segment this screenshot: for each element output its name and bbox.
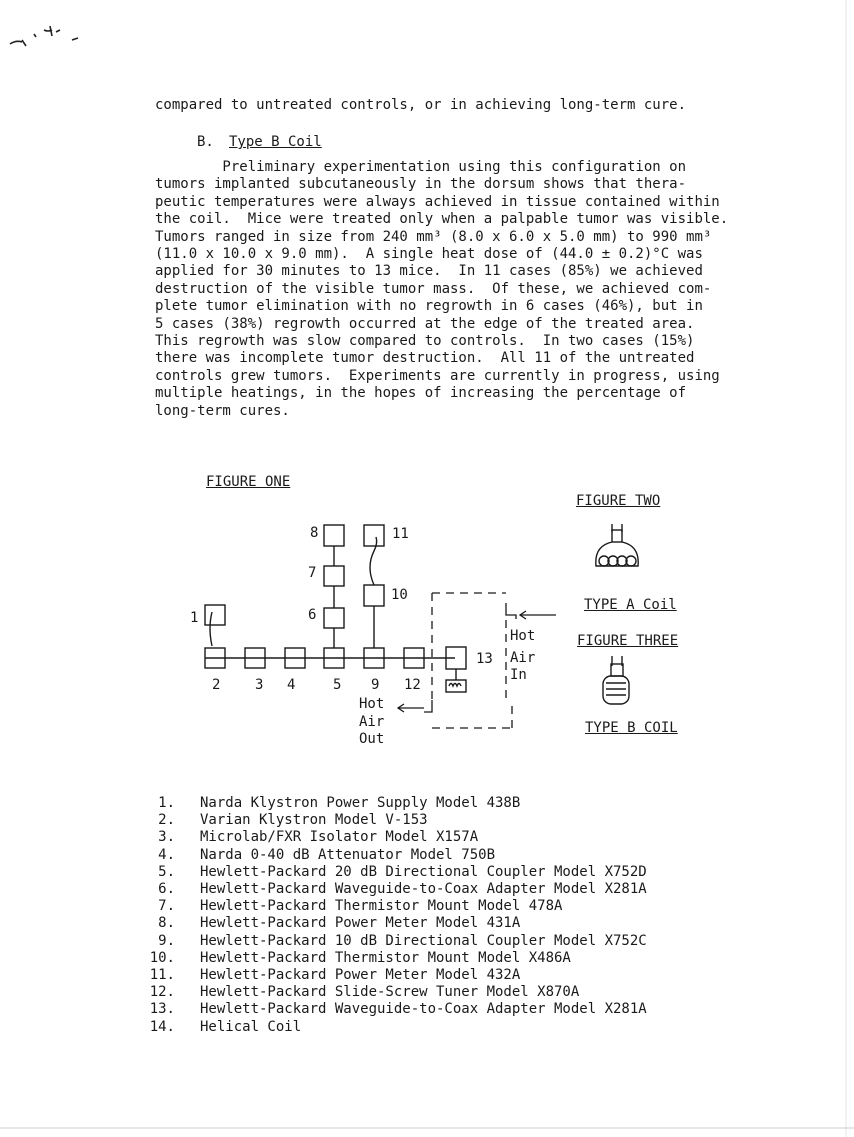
section-letter: B. xyxy=(197,134,214,150)
list-item xyxy=(145,915,520,932)
label-2: 2 xyxy=(212,677,221,693)
label-12: 12 xyxy=(404,677,421,693)
paragraph-line: Preliminary experimentation using this configuration on xyxy=(155,159,687,175)
component-1-box xyxy=(205,605,225,625)
list-number: 7. xyxy=(158,898,175,915)
list-item xyxy=(145,812,428,829)
list-text: Hewlett-Packard Power Meter Model 432A xyxy=(200,967,521,983)
paragraph-line: This regrowth was slow compared to controls. In two cases (15%) xyxy=(155,333,695,349)
list-number: 6. xyxy=(158,881,175,897)
figure-one-title: FIGURE ONE xyxy=(206,474,291,490)
list-text: Hewlett-Packard Thermistor Mount Model X486A xyxy=(200,949,571,966)
list-item xyxy=(145,795,520,812)
paragraph-line: plete tumor elimination with no regrowth in 6 cases (46%), but in xyxy=(155,298,703,315)
list-text: Varian Klystron Model V-153 xyxy=(200,812,428,829)
list-number: 13. xyxy=(149,1001,175,1018)
label-13: 13 xyxy=(476,651,493,667)
list-item xyxy=(145,967,520,984)
list-item xyxy=(145,984,579,1001)
paragraph-line: controls grew tumors. Experiments are currently in progress, using xyxy=(155,367,720,384)
label-3: 3 xyxy=(255,677,264,693)
list-number: 3. xyxy=(158,829,175,846)
list-number: 12. xyxy=(149,984,175,1001)
figure-three-caption: TYPE B COIL xyxy=(585,720,678,736)
list-text: Narda 0-40 dB Attenuator Model 750B xyxy=(200,846,496,863)
label-1: 1 xyxy=(190,610,199,626)
paragraph-line: applied for 30 minutes to 13 mice. In 11 cases (85%) we achieved xyxy=(155,263,703,280)
figure-two-caption: TYPE A Coil xyxy=(584,597,677,613)
list-item xyxy=(145,898,562,915)
list-item xyxy=(145,847,495,864)
component-11-box xyxy=(364,525,384,546)
label-10: 10 xyxy=(391,587,408,603)
list-text: Hewlett-Packard Slide-Screw Tuner Model X870A xyxy=(200,984,580,1001)
first-line: compared to untreated controls, or in achieving long-term cure. xyxy=(155,97,687,113)
component-7-box xyxy=(324,566,344,586)
label-6: 6 xyxy=(308,607,317,623)
list-text: Hewlett-Packard 20 dB Directional Coupler Model X752D xyxy=(200,863,647,880)
list-number: 5. xyxy=(158,863,175,880)
list-item xyxy=(145,881,647,898)
component-10-box xyxy=(364,585,384,606)
component-6-box xyxy=(324,608,344,628)
hot-air-out-label-2: Air xyxy=(359,714,385,730)
hot-air-out-label-3: Out xyxy=(359,731,385,747)
paragraph-line: peutic temperatures were always achieved in tissue contained within xyxy=(155,193,720,210)
list-number: 11. xyxy=(149,967,175,983)
type-b-coil-drawing xyxy=(603,656,629,704)
list-number: 9. xyxy=(158,932,175,949)
hot-air-out-label-1: Hot xyxy=(359,696,385,712)
label-8: 8 xyxy=(310,525,319,541)
label-4: 4 xyxy=(287,677,296,693)
figure-three-title: FIGURE THREE xyxy=(577,633,679,649)
hot-air-in-label-3: In xyxy=(510,667,527,683)
label-11: 11 xyxy=(392,526,409,542)
paragraph-line: destruction of the visible tumor mass. Of these, we achieved com- xyxy=(155,280,712,297)
list-text: Hewlett-Packard Waveguide-to-Coax Adapter Model X281A xyxy=(200,881,647,897)
list-number: 8. xyxy=(158,915,175,932)
list-number: 14. xyxy=(149,1018,175,1035)
label-9: 9 xyxy=(371,677,380,693)
paragraph-line: 5 cases (38%) regrowth occurred at the edge of the treated area. xyxy=(155,315,695,332)
paragraph-line: Tumors ranged in size from 240 mm³ (8.0 x 6.0 x 5.0 mm) to 990 mm³ xyxy=(155,228,712,245)
list-item xyxy=(145,1019,301,1036)
list-text: Helical Coil xyxy=(200,1018,302,1035)
list-number: 1. xyxy=(158,795,175,811)
paragraph-line: multiple heatings, in the hopes of increasing the percentage of xyxy=(155,385,687,402)
list-text: Hewlett-Packard Waveguide-to-Coax Adapter Model X281A xyxy=(200,1001,647,1018)
list-text: Microlab/FXR Isolator Model X157A xyxy=(200,829,479,846)
list-item xyxy=(145,864,647,881)
list-number: 4. xyxy=(158,846,175,863)
list-item xyxy=(145,950,571,967)
list-text: Hewlett-Packard Thermistor Mount Model 478A xyxy=(200,898,563,915)
paragraph-line: tumors implanted subcutaneously in the dorsum shows that thera- xyxy=(155,176,687,193)
list-item xyxy=(145,829,478,846)
paragraph-line: the coil. Mice were treated only when a palpable tumor was visible. xyxy=(155,211,729,228)
type-a-coil-drawing xyxy=(596,524,638,566)
section-title: Type B Coil xyxy=(229,134,322,150)
list-item xyxy=(145,933,647,950)
hot-air-in-label-2: Air xyxy=(510,650,536,666)
label-7: 7 xyxy=(308,565,317,581)
paragraph-line: (11.0 x 10.0 x 9.0 mm). A single heat dose of (44.0 ± 0.2)°C was xyxy=(155,246,703,262)
list-text: Hewlett-Packard Power Meter Model 431A xyxy=(200,915,521,932)
hot-air-in-label-1: Hot xyxy=(510,628,536,644)
paragraph-line: long-term cures. xyxy=(155,402,290,419)
component-8-box xyxy=(324,525,344,546)
list-number: 2. xyxy=(158,812,175,829)
list-text: Hewlett-Packard 10 dB Directional Coupler Model X752C xyxy=(200,932,647,949)
list-number: 10. xyxy=(149,949,175,966)
label-5: 5 xyxy=(333,677,342,693)
list-text: Narda Klystron Power Supply Model 438B xyxy=(200,795,521,811)
list-item xyxy=(145,1001,647,1018)
figure-two-title: FIGURE TWO xyxy=(576,493,661,509)
paragraph-line: there was incomplete tumor destruction. All 11 of the untreated xyxy=(155,350,695,367)
